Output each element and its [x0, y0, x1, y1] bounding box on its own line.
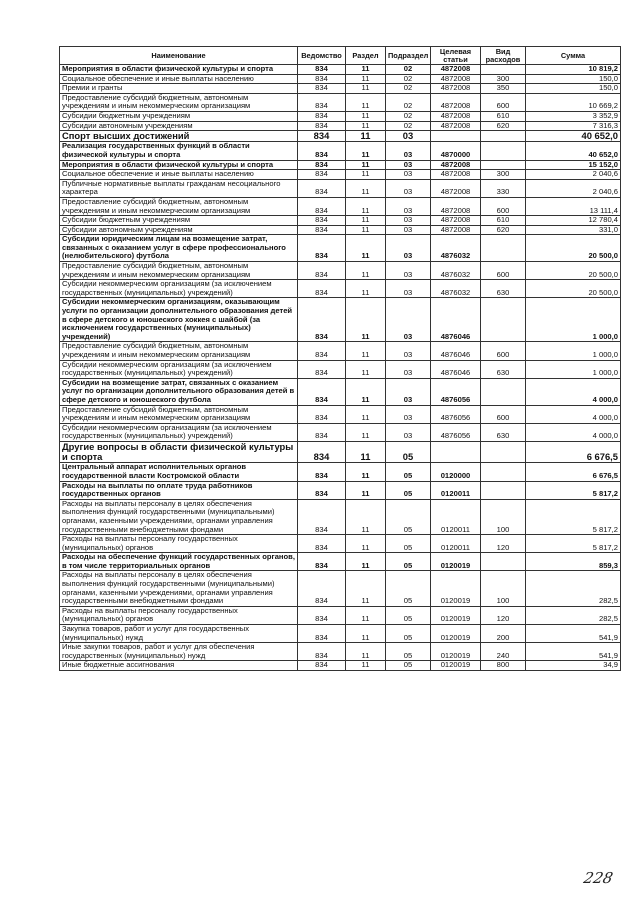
row-razdel: 11	[346, 535, 386, 553]
row-target-article: 4876056	[431, 423, 481, 441]
table-row	[60, 360, 621, 378]
row-podrazdel: 03	[386, 225, 431, 235]
row-vedomstvo: 834	[298, 280, 346, 298]
row-razdel: 11	[346, 441, 386, 462]
row-podrazdel: 02	[386, 65, 431, 75]
row-expense-type: 120	[481, 535, 526, 553]
row-podrazdel: 05	[386, 606, 431, 624]
row-name: Субсидии некоммерческим организациям (за исключением государственных (муниципальных) учреждений)	[60, 360, 298, 378]
row-sum: 10 819,2	[526, 65, 621, 75]
row-sum: 13 111,4	[526, 197, 621, 215]
row-target-article: 0120019	[431, 661, 481, 671]
row-razdel: 11	[346, 280, 386, 298]
row-razdel: 11	[346, 142, 386, 160]
row-expense-type: 300	[481, 170, 526, 180]
row-razdel: 11	[346, 342, 386, 360]
row-name: Субсидии на возмещение затрат, связанных с оказанием услуг по организации дополнительного образования детей в сфере детского и юношеского футбола	[60, 378, 298, 405]
row-expense-type	[481, 235, 526, 262]
row-target-article: 4872008	[431, 160, 481, 170]
row-name: Расходы на выплаты персоналу государственных (муниципальных) органов	[60, 535, 298, 553]
row-podrazdel: 05	[386, 571, 431, 606]
row-expense-type: 100	[481, 499, 526, 534]
row-vedomstvo: 834	[298, 160, 346, 170]
row-razdel: 11	[346, 121, 386, 131]
row-name: Премии и гранты	[60, 84, 298, 94]
row-sum: 1 000,0	[526, 342, 621, 360]
row-razdel: 11	[346, 93, 386, 111]
table-row	[60, 606, 621, 624]
table-row	[60, 160, 621, 170]
row-target-article	[431, 131, 481, 142]
row-vedomstvo: 834	[298, 84, 346, 94]
row-sum: 4 000,0	[526, 405, 621, 423]
row-expense-type: 630	[481, 280, 526, 298]
table-row	[60, 499, 621, 534]
row-expense-type: 350	[481, 84, 526, 94]
row-expense-type: 200	[481, 625, 526, 643]
header-target-article: Целевая статьи	[431, 47, 481, 65]
table-row	[60, 342, 621, 360]
row-sum: 4 000,0	[526, 423, 621, 441]
row-expense-type	[481, 441, 526, 462]
row-podrazdel: 05	[386, 441, 431, 462]
row-expense-type: 620	[481, 225, 526, 235]
row-vedomstvo: 834	[298, 535, 346, 553]
row-sum: 541,9	[526, 625, 621, 643]
table-row	[60, 142, 621, 160]
row-podrazdel: 05	[386, 463, 431, 481]
row-vedomstvo: 834	[298, 225, 346, 235]
row-podrazdel: 03	[386, 280, 431, 298]
row-sum: 859,3	[526, 553, 621, 571]
row-podrazdel: 02	[386, 111, 431, 121]
row-target-article: 4876032	[431, 262, 481, 280]
row-expense-type: 120	[481, 606, 526, 624]
table-row	[60, 280, 621, 298]
row-vedomstvo: 834	[298, 93, 346, 111]
row-name: Субсидии некоммерческим организациям, оказывающим услуги по организации дополнительного образования детей в сфере детского и юношеского хоккея с шайбой (за исключением государственных (муниципальных) учреждений)	[60, 298, 298, 342]
row-razdel: 11	[346, 225, 386, 235]
row-name: Мероприятия в области физической культуры и спорта	[60, 160, 298, 170]
row-target-article: 4876032	[431, 235, 481, 262]
table-row	[60, 625, 621, 643]
row-vedomstvo: 834	[298, 405, 346, 423]
row-expense-type: 600	[481, 405, 526, 423]
table-row	[60, 216, 621, 226]
row-vedomstvo: 834	[298, 342, 346, 360]
table-row	[60, 423, 621, 441]
row-sum: 6 676,5	[526, 463, 621, 481]
row-podrazdel: 03	[386, 235, 431, 262]
row-sum: 20 500,0	[526, 235, 621, 262]
row-sum: 1 000,0	[526, 360, 621, 378]
row-vedomstvo: 834	[298, 170, 346, 180]
table-row	[60, 65, 621, 75]
row-razdel: 11	[346, 197, 386, 215]
row-vedomstvo: 834	[298, 74, 346, 84]
row-sum: 541,9	[526, 643, 621, 661]
row-expense-type: 630	[481, 360, 526, 378]
row-razdel: 11	[346, 463, 386, 481]
table-row	[60, 661, 621, 671]
table-row	[60, 84, 621, 94]
row-razdel: 11	[346, 170, 386, 180]
row-razdel: 11	[346, 571, 386, 606]
row-target-article: 0120019	[431, 571, 481, 606]
row-target-article: 4872008	[431, 170, 481, 180]
row-expense-type	[481, 65, 526, 75]
table-row	[60, 298, 621, 342]
row-razdel: 11	[346, 160, 386, 170]
row-sum: 40 652,0	[526, 131, 621, 142]
row-vedomstvo: 834	[298, 216, 346, 226]
row-target-article: 4876046	[431, 298, 481, 342]
row-vedomstvo: 834	[298, 661, 346, 671]
row-name: Социальное обеспечение и иные выплаты населению	[60, 170, 298, 180]
row-razdel: 11	[346, 84, 386, 94]
row-podrazdel: 05	[386, 643, 431, 661]
row-name: Субсидии юридическим лицам на возмещение затрат, связанных с оказанием услуг в сфере профессионального (нелюбительского) футбола	[60, 235, 298, 262]
row-name: Расходы на обеспечение функций государственных органов, в том числе территориальных органов	[60, 553, 298, 571]
row-podrazdel: 03	[386, 378, 431, 405]
row-podrazdel: 05	[386, 481, 431, 499]
table-row	[60, 179, 621, 197]
row-razdel: 11	[346, 499, 386, 534]
row-expense-type: 600	[481, 342, 526, 360]
row-sum: 40 652,0	[526, 142, 621, 160]
row-podrazdel: 03	[386, 131, 431, 142]
row-sum: 5 817,2	[526, 481, 621, 499]
row-target-article: 4872008	[431, 197, 481, 215]
row-name: Предоставление субсидий бюджетным, автономным учреждениям и иным некоммерческим организациям	[60, 405, 298, 423]
row-podrazdel: 05	[386, 625, 431, 643]
row-expense-type: 240	[481, 643, 526, 661]
row-podrazdel: 03	[386, 179, 431, 197]
row-vedomstvo: 834	[298, 423, 346, 441]
row-expense-type: 610	[481, 216, 526, 226]
row-sum: 150,0	[526, 74, 621, 84]
row-razdel: 11	[346, 606, 386, 624]
row-podrazdel: 03	[386, 342, 431, 360]
row-razdel: 11	[346, 298, 386, 342]
row-podrazdel: 03	[386, 142, 431, 160]
table-row	[60, 74, 621, 84]
row-expense-type	[481, 160, 526, 170]
row-podrazdel: 05	[386, 661, 431, 671]
table-row	[60, 378, 621, 405]
row-podrazdel: 03	[386, 298, 431, 342]
row-name: Иные бюджетные ассигнования	[60, 661, 298, 671]
row-target-article: 0120019	[431, 606, 481, 624]
row-sum: 6 676,5	[526, 441, 621, 462]
row-podrazdel: 03	[386, 360, 431, 378]
row-name: Предоставление субсидий бюджетным, автономным учреждениям и иным некоммерческим организациям	[60, 197, 298, 215]
row-target-article: 4876056	[431, 378, 481, 405]
row-target-article: 0120019	[431, 625, 481, 643]
row-vedomstvo: 834	[298, 360, 346, 378]
row-name: Спорт высших достижений	[60, 131, 298, 142]
row-razdel: 11	[346, 235, 386, 262]
row-podrazdel: 03	[386, 160, 431, 170]
row-podrazdel: 03	[386, 405, 431, 423]
row-razdel: 11	[346, 131, 386, 142]
header-podrazdel: Подраздел	[386, 47, 431, 65]
row-razdel: 11	[346, 625, 386, 643]
table-row	[60, 131, 621, 142]
row-podrazdel: 03	[386, 197, 431, 215]
row-target-article: 0120011	[431, 535, 481, 553]
row-name: Субсидии автономным учреждениям	[60, 121, 298, 131]
row-vedomstvo: 834	[298, 142, 346, 160]
row-razdel: 11	[346, 262, 386, 280]
row-vedomstvo: 834	[298, 499, 346, 534]
row-razdel: 11	[346, 216, 386, 226]
header-expense-type: Вид расходов	[481, 47, 526, 65]
row-vedomstvo: 834	[298, 378, 346, 405]
row-sum: 150,0	[526, 84, 621, 94]
row-target-article: 0120011	[431, 481, 481, 499]
row-expense-type	[481, 131, 526, 142]
row-sum: 282,5	[526, 606, 621, 624]
row-name: Субсидии некоммерческим организациям (за исключением государственных (муниципальных) учреждений)	[60, 280, 298, 298]
row-name: Субсидии бюджетным учреждениям	[60, 216, 298, 226]
row-name: Субсидии бюджетным учреждениям	[60, 111, 298, 121]
table-row	[60, 643, 621, 661]
row-name: Закупка товаров, работ и услуг для государственных (муниципальных) нужд	[60, 625, 298, 643]
row-sum: 3 352,9	[526, 111, 621, 121]
row-vedomstvo: 834	[298, 111, 346, 121]
row-target-article: 4872008	[431, 121, 481, 131]
table-row	[60, 441, 621, 462]
row-target-article: 4872008	[431, 84, 481, 94]
row-target-article: 4872008	[431, 179, 481, 197]
row-expense-type: 300	[481, 74, 526, 84]
row-vedomstvo: 834	[298, 262, 346, 280]
row-name: Центральный аппарат исполнительных органов государственной власти Костромской области	[60, 463, 298, 481]
row-vedomstvo: 834	[298, 298, 346, 342]
table-row	[60, 553, 621, 571]
row-target-article: 0120000	[431, 463, 481, 481]
row-vedomstvo: 834	[298, 441, 346, 462]
row-expense-type	[481, 463, 526, 481]
row-expense-type: 600	[481, 93, 526, 111]
row-sum: 5 817,2	[526, 535, 621, 553]
row-target-article: 4872008	[431, 216, 481, 226]
row-name: Иные закупки товаров, работ и услуг для обеспечения государственных (муниципальных) нужд	[60, 643, 298, 661]
row-name: Публичные нормативные выплаты гражданам несоциального характера	[60, 179, 298, 197]
row-vedomstvo: 834	[298, 197, 346, 215]
row-razdel: 11	[346, 65, 386, 75]
row-razdel: 11	[346, 643, 386, 661]
row-sum: 20 500,0	[526, 262, 621, 280]
row-sum: 12 780,4	[526, 216, 621, 226]
row-target-article: 4872008	[431, 65, 481, 75]
row-sum: 34,9	[526, 661, 621, 671]
row-razdel: 11	[346, 405, 386, 423]
row-expense-type: 620	[481, 121, 526, 131]
row-expense-type	[481, 142, 526, 160]
table-row	[60, 225, 621, 235]
row-podrazdel: 02	[386, 84, 431, 94]
row-podrazdel: 02	[386, 121, 431, 131]
row-expense-type: 600	[481, 262, 526, 280]
budget-table	[59, 46, 621, 671]
row-expense-type	[481, 378, 526, 405]
row-vedomstvo: 834	[298, 179, 346, 197]
row-name: Мероприятия в области физической культуры и спорта	[60, 65, 298, 75]
row-vedomstvo: 834	[298, 625, 346, 643]
row-razdel: 11	[346, 378, 386, 405]
table-row	[60, 405, 621, 423]
row-expense-type: 100	[481, 571, 526, 606]
row-vedomstvo: 834	[298, 463, 346, 481]
row-razdel: 11	[346, 179, 386, 197]
row-podrazdel: 05	[386, 499, 431, 534]
row-expense-type	[481, 298, 526, 342]
table-row	[60, 121, 621, 131]
table-row	[60, 535, 621, 553]
row-podrazdel: 03	[386, 262, 431, 280]
row-podrazdel: 03	[386, 170, 431, 180]
row-expense-type: 330	[481, 179, 526, 197]
row-vedomstvo: 834	[298, 121, 346, 131]
header-razdel: Раздел	[346, 47, 386, 65]
row-vedomstvo: 834	[298, 481, 346, 499]
row-razdel: 11	[346, 481, 386, 499]
table-row	[60, 93, 621, 111]
row-expense-type: 800	[481, 661, 526, 671]
table-row	[60, 262, 621, 280]
row-target-article: 0120019	[431, 643, 481, 661]
row-sum: 10 669,2	[526, 93, 621, 111]
row-name: Расходы на выплаты персоналу в целях обеспечения выполнения функций государственными (муниципальными) органами, казенными учреждениями, органами управления государственными внебюджетными фондами	[60, 571, 298, 606]
table-row	[60, 571, 621, 606]
row-expense-type: 600	[481, 197, 526, 215]
table-row	[60, 463, 621, 481]
row-sum: 2 040,6	[526, 179, 621, 197]
row-sum: 282,5	[526, 571, 621, 606]
row-name: Расходы на выплаты персоналу государственных (муниципальных) органов	[60, 606, 298, 624]
row-vedomstvo: 834	[298, 65, 346, 75]
row-target-article: 4876046	[431, 360, 481, 378]
row-vedomstvo: 834	[298, 571, 346, 606]
row-podrazdel: 05	[386, 535, 431, 553]
table-row	[60, 111, 621, 121]
row-name: Реализация государственных функций в области физической культуры и спорта	[60, 142, 298, 160]
row-target-article: 4876056	[431, 405, 481, 423]
row-razdel: 11	[346, 553, 386, 571]
row-podrazdel: 02	[386, 74, 431, 84]
row-podrazdel: 05	[386, 553, 431, 571]
row-name: Субсидии некоммерческим организациям (за исключением государственных (муниципальных) учреждений)	[60, 423, 298, 441]
row-podrazdel: 03	[386, 423, 431, 441]
row-vedomstvo: 834	[298, 131, 346, 142]
row-name: Субсидии автономным учреждениям	[60, 225, 298, 235]
table-header-row	[60, 47, 621, 65]
row-sum: 331,0	[526, 225, 621, 235]
row-vedomstvo: 834	[298, 606, 346, 624]
row-vedomstvo: 834	[298, 235, 346, 262]
row-name: Предоставление субсидий бюджетным, автономным учреждениям и иным некоммерческим организациям	[60, 93, 298, 111]
row-sum: 15 152,0	[526, 160, 621, 170]
row-razdel: 11	[346, 360, 386, 378]
row-sum: 5 817,2	[526, 499, 621, 534]
row-target-article: 4872008	[431, 111, 481, 121]
row-target-article: 4872008	[431, 225, 481, 235]
table-row	[60, 235, 621, 262]
row-expense-type	[481, 553, 526, 571]
row-target-article: 0120019	[431, 553, 481, 571]
page-number: 228	[582, 869, 615, 887]
header-name: Наименование	[60, 47, 298, 65]
row-vedomstvo: 834	[298, 553, 346, 571]
header-sum: Сумма	[526, 47, 621, 65]
row-target-article: 4872008	[431, 74, 481, 84]
row-name: Другие вопросы в области физической культуры и спорта	[60, 441, 298, 462]
row-target-article: 0120011	[431, 499, 481, 534]
row-razdel: 11	[346, 661, 386, 671]
row-sum: 20 500,0	[526, 280, 621, 298]
row-expense-type	[481, 481, 526, 499]
row-podrazdel: 03	[386, 216, 431, 226]
table-row	[60, 170, 621, 180]
row-razdel: 11	[346, 74, 386, 84]
row-sum: 1 000,0	[526, 298, 621, 342]
row-name: Расходы на выплаты по оплате труда работников государственных органов	[60, 481, 298, 499]
row-target-article: 4876046	[431, 342, 481, 360]
row-razdel: 11	[346, 111, 386, 121]
row-vedomstvo: 834	[298, 643, 346, 661]
row-sum: 4 000,0	[526, 378, 621, 405]
row-expense-type: 630	[481, 423, 526, 441]
row-target-article	[431, 441, 481, 462]
row-name: Предоставление субсидий бюджетным, автономным учреждениям и иным некоммерческим организациям	[60, 262, 298, 280]
row-target-article: 4872008	[431, 93, 481, 111]
row-name: Предоставление субсидий бюджетным, автономным учреждениям и иным некоммерческим организациям	[60, 342, 298, 360]
row-sum: 7 316,3	[526, 121, 621, 131]
row-target-article: 4870000	[431, 142, 481, 160]
row-target-article: 4876032	[431, 280, 481, 298]
header-vedomstvo: Ведомство	[298, 47, 346, 65]
row-expense-type: 610	[481, 111, 526, 121]
row-podrazdel: 02	[386, 93, 431, 111]
table-row	[60, 197, 621, 215]
row-name: Социальное обеспечение и иные выплаты населению	[60, 74, 298, 84]
table-row	[60, 481, 621, 499]
row-name: Расходы на выплаты персоналу в целях обеспечения выполнения функций государственными (муниципальными) органами, казенными учреждениями, органами управления государственными внебюджетными фондами	[60, 499, 298, 534]
row-razdel: 11	[346, 423, 386, 441]
row-sum: 2 040,6	[526, 170, 621, 180]
